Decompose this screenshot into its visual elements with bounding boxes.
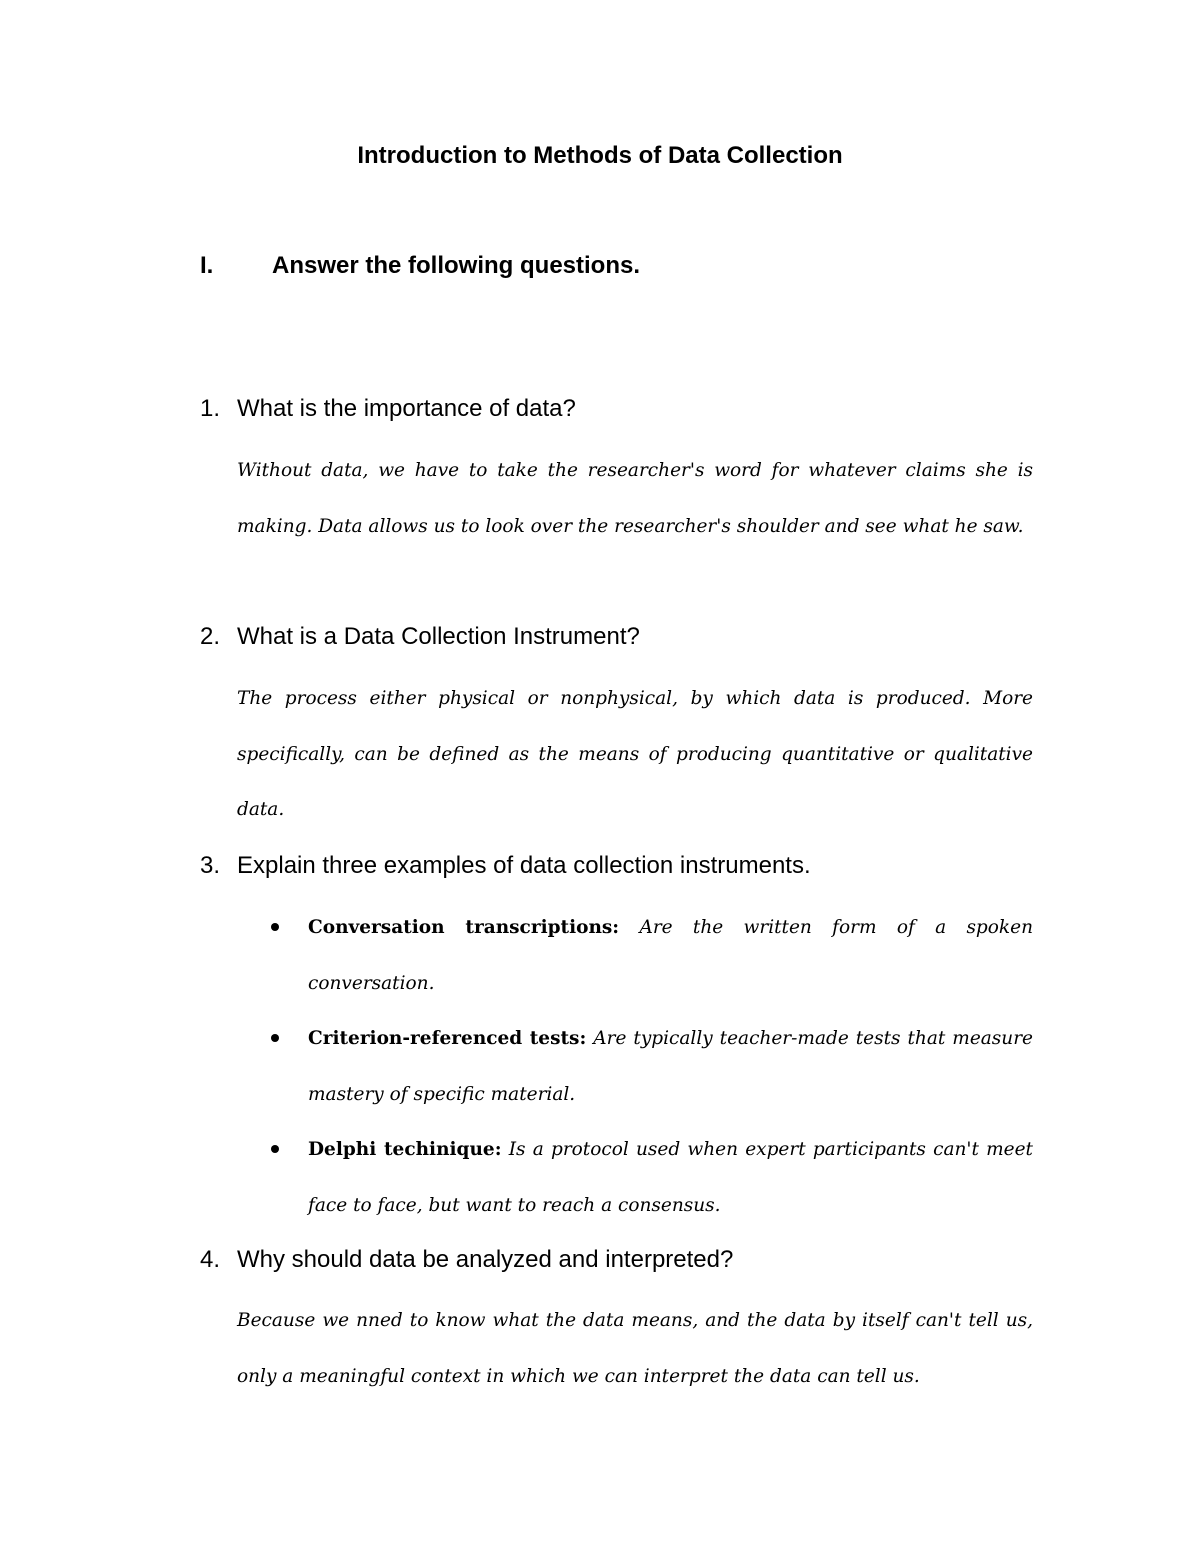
question-text: Why should data be analyzed and interpreted? (237, 1246, 734, 1273)
section-heading: Answer the following questions. (272, 252, 641, 279)
section-number: I. (200, 252, 214, 279)
bullet-icon (271, 1145, 279, 1153)
question-number: 3. (200, 852, 221, 879)
example-term: Delphi techinique: (308, 1139, 502, 1160)
answer-text: The process either physical or nonphysical, by which data is produced. More specifically, can be defined as the means of producing quantitative or qualitative data. (237, 688, 1033, 820)
examples-list (262, 900, 1033, 1233)
question-text: What is a Data Collection Instrument? (237, 623, 640, 650)
answer-text: Because we nned to know what the data means, and the data by itself can't tell us, only a meaningful context in which we can interpret the data can tell us. (237, 1310, 1033, 1387)
example-term: Conversation transcriptions: (308, 917, 620, 938)
example-term: Criterion-referenced tests: (308, 1028, 587, 1049)
example-description: Are typically teacher-made tests that measure mastery of specific material. (308, 1028, 1033, 1105)
question-number: 2. (200, 623, 221, 650)
list-item (262, 1122, 1033, 1233)
bullet-icon (271, 1034, 279, 1042)
question-number: 1. (200, 395, 221, 422)
example-description: Is a protocol used when expert participants can't meet face to face, but want to reach a consensus. (308, 1139, 1033, 1216)
list-item (262, 1011, 1033, 1122)
question-text: What is the importance of data? (237, 395, 576, 422)
example-description: Are the written form of a spoken conversation. (308, 917, 1033, 994)
answer-text: Without data, we have to take the researcher's word for whatever claims she is making. Data allows us to look over the researcher's shoulder and see what he saw. (237, 460, 1033, 537)
bullet-icon (271, 923, 279, 931)
document-title: Introduction to Methods of Data Collection (357, 142, 843, 169)
question-text: Explain three examples of data collection instruments. (237, 852, 811, 879)
question-number: 4. (200, 1246, 221, 1273)
list-item (262, 900, 1033, 1011)
